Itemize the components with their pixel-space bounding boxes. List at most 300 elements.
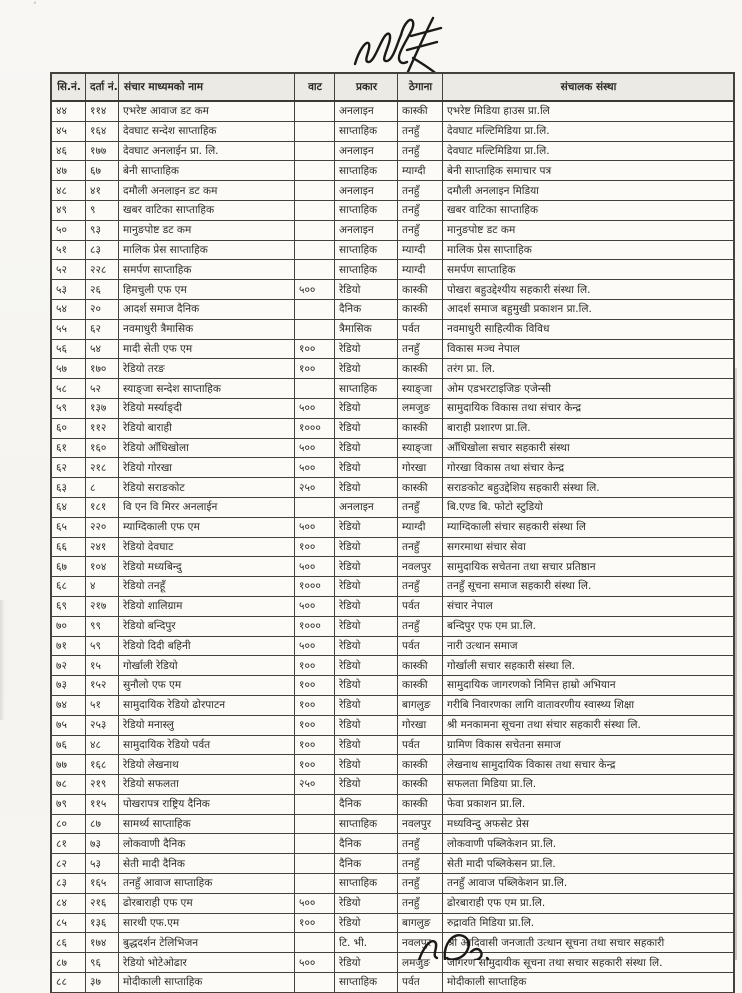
type-cell: दैनिक bbox=[335, 299, 398, 319]
registration-number-cell: १५ bbox=[86, 656, 119, 676]
table-row bbox=[52, 577, 734, 597]
type-cell: साप्ताहिक bbox=[335, 874, 398, 894]
media-name-cell: म्याग्दिकाली एफ एम bbox=[119, 517, 295, 537]
table-row bbox=[52, 299, 734, 319]
serial-number-cell: ४९ bbox=[52, 200, 86, 220]
address-cell: कास्की bbox=[398, 775, 443, 795]
registration-number-cell: ८३ bbox=[86, 240, 119, 260]
operator-organization-cell: ग्रामिण विकास सचेतना समाज bbox=[443, 735, 734, 755]
operator-organization-cell: तनहुँ सूचना समाज सहकारी संस्था लि. bbox=[443, 577, 734, 597]
header-media-name: संचार माध्यमको नाम bbox=[119, 74, 295, 102]
type-cell: रेडियो bbox=[335, 478, 398, 498]
table-row bbox=[52, 517, 734, 537]
registration-number-cell: ५२ bbox=[86, 379, 119, 399]
registration-number-cell: २२० bbox=[86, 517, 119, 537]
registration-number-cell: १६४ bbox=[86, 121, 119, 141]
media-name-cell: देवघाट सन्देश साप्ताहिक bbox=[119, 121, 295, 141]
serial-number-cell: ६० bbox=[52, 418, 86, 438]
registration-number-cell: ९६ bbox=[86, 953, 119, 973]
registration-number-cell: २६ bbox=[86, 280, 119, 300]
type-cell: रेडियो bbox=[335, 577, 398, 597]
operator-organization-cell: मोदीकाली साप्ताहिक bbox=[443, 973, 734, 993]
type-cell: साप्ताहिक bbox=[335, 121, 398, 141]
operator-organization-cell: बि.एण्ड बि. फोटो स्टुडियो bbox=[443, 497, 734, 517]
type-cell: रेडियो bbox=[335, 893, 398, 913]
operator-organization-cell: नारी उत्थान समाज bbox=[443, 636, 734, 656]
watt-cell: ५०० bbox=[295, 953, 335, 973]
serial-number-cell: ६६ bbox=[52, 537, 86, 557]
serial-number-cell: ६५ bbox=[52, 517, 86, 537]
registration-number-cell: २२८ bbox=[86, 260, 119, 280]
registration-number-cell: २१९ bbox=[86, 775, 119, 795]
table-row bbox=[52, 260, 734, 280]
watt-cell bbox=[295, 240, 335, 260]
table-row bbox=[52, 200, 734, 220]
operator-organization-cell: दमौली अनलाइन मिडिया bbox=[443, 181, 734, 201]
operator-organization-cell: बेनी साप्ताहिक समाचार पत्र bbox=[443, 161, 734, 181]
media-name-cell: रेडियो लेखनाथ bbox=[119, 755, 295, 775]
table-row bbox=[52, 735, 734, 755]
table-row bbox=[52, 379, 734, 399]
registration-number-cell: ११५ bbox=[86, 794, 119, 814]
address-cell: पर्वत bbox=[398, 973, 443, 993]
serial-number-cell: ५१ bbox=[52, 240, 86, 260]
table-row bbox=[52, 161, 734, 181]
table-row bbox=[52, 834, 734, 854]
media-name-cell: रेडियो तनहूँ bbox=[119, 577, 295, 597]
table-row bbox=[52, 596, 734, 616]
media-name-cell: रेडियो बन्दिपुर bbox=[119, 616, 295, 636]
table-row bbox=[52, 280, 734, 300]
watt-cell bbox=[295, 794, 335, 814]
type-cell: रेडियो bbox=[335, 280, 398, 300]
address-cell: म्याग्दी bbox=[398, 240, 443, 260]
watt-cell bbox=[295, 319, 335, 339]
address-cell: म्याग्दी bbox=[398, 260, 443, 280]
media-name-cell: मालिक प्रेस साप्ताहिक bbox=[119, 240, 295, 260]
type-cell: अनलाइन bbox=[335, 101, 398, 121]
address-cell: नवलपुर bbox=[398, 814, 443, 834]
serial-number-cell: ५७ bbox=[52, 359, 86, 379]
address-cell: लमजुङ bbox=[398, 953, 443, 973]
address-cell: गोरखा bbox=[398, 458, 443, 478]
watt-cell bbox=[295, 379, 335, 399]
media-name-cell: रेडियो देवघाट bbox=[119, 537, 295, 557]
type-cell: साप्ताहिक bbox=[335, 814, 398, 834]
serial-number-cell: ८६ bbox=[52, 933, 86, 953]
operator-organization-cell: तरंग प्रा. लि. bbox=[443, 359, 734, 379]
watt-cell bbox=[295, 161, 335, 181]
watt-cell: १०० bbox=[295, 755, 335, 775]
registration-number-cell: २१६ bbox=[86, 893, 119, 913]
watt-cell: ५०० bbox=[295, 636, 335, 656]
media-registry-table bbox=[51, 73, 734, 993]
media-name-cell: ढोरबाराही एफ एम bbox=[119, 893, 295, 913]
type-cell: रेडियो bbox=[335, 735, 398, 755]
address-cell: कास्की bbox=[398, 299, 443, 319]
address-cell: नवलपुर bbox=[398, 557, 443, 577]
watt-cell: ५०० bbox=[295, 458, 335, 478]
operator-organization-cell: सराङकोट बहुउद्देशिय सहकारी संस्था लि. bbox=[443, 478, 734, 498]
address-cell: पर्वत bbox=[398, 636, 443, 656]
table-row bbox=[52, 359, 734, 379]
table-row bbox=[52, 121, 734, 141]
serial-number-cell: ८७ bbox=[52, 953, 86, 973]
media-name-cell: बेनी साप्ताहिक bbox=[119, 161, 295, 181]
media-name-cell: रेडियो गोरखा bbox=[119, 458, 295, 478]
watt-cell: १००० bbox=[295, 616, 335, 636]
media-name-cell: रेडियो मध्यबिन्दु bbox=[119, 557, 295, 577]
watt-cell bbox=[295, 181, 335, 201]
media-name-cell: सेती मादी दैनिक bbox=[119, 854, 295, 874]
media-name-cell: खबर वाटिका साप्ताहिक bbox=[119, 200, 295, 220]
watt-cell: १००० bbox=[295, 418, 335, 438]
media-name-cell: दमौली अनलाइन डट कम bbox=[119, 181, 295, 201]
operator-organization-cell: श्री मनकामना सूचना तथा संचार सहकारी संस्था लि. bbox=[443, 715, 734, 735]
type-cell: साप्ताहिक bbox=[335, 379, 398, 399]
address-cell: बागलुङ bbox=[398, 913, 443, 933]
address-cell: तनहुँ bbox=[398, 616, 443, 636]
operator-organization-cell: लोकवाणी पब्लिकेशन प्रा.लि. bbox=[443, 834, 734, 854]
type-cell: अनलाइन bbox=[335, 220, 398, 240]
registration-number-cell: २५३ bbox=[86, 715, 119, 735]
address-cell: कास्की bbox=[398, 794, 443, 814]
registration-number-cell: ९३ bbox=[86, 220, 119, 240]
serial-number-cell: ४८ bbox=[52, 181, 86, 201]
serial-number-cell: ७६ bbox=[52, 735, 86, 755]
operator-organization-cell: बाराही प्रशारण प्रा.लि. bbox=[443, 418, 734, 438]
serial-number-cell: ६३ bbox=[52, 478, 86, 498]
watt-cell bbox=[295, 220, 335, 240]
type-cell: रेडियो bbox=[335, 537, 398, 557]
registration-number-cell: १०४ bbox=[86, 557, 119, 577]
type-cell: रेडियो bbox=[335, 715, 398, 735]
operator-organization-cell: बन्दिपुर एफ एम प्रा.लि. bbox=[443, 616, 734, 636]
type-cell: साप्ताहिक bbox=[335, 260, 398, 280]
operator-organization-cell: सामुदायिक विकास तथा संचार केन्द्र bbox=[443, 398, 734, 418]
serial-number-cell: ६८ bbox=[52, 577, 86, 597]
type-cell: रेडियो bbox=[335, 695, 398, 715]
type-cell: साप्ताहिक bbox=[335, 240, 398, 260]
operator-organization-cell: लेखनाथ सामुदायिक विकास तथा सचार केन्द्र bbox=[443, 755, 734, 775]
media-name-cell: देवघाट अनलाईन प्रा. लि. bbox=[119, 141, 295, 161]
registration-number-cell: ४ bbox=[86, 577, 119, 597]
watt-cell bbox=[295, 299, 335, 319]
registration-number-cell: ५४ bbox=[86, 339, 119, 359]
table-row bbox=[52, 537, 734, 557]
address-cell: तनहुँ bbox=[398, 220, 443, 240]
media-name-cell: वि एन वि मिरर अनलाईन bbox=[119, 497, 295, 517]
operator-organization-cell: मध्यविन्दु अफसेट प्रेस bbox=[443, 814, 734, 834]
address-cell: स्याङ्जा bbox=[398, 379, 443, 399]
serial-number-cell: ५० bbox=[52, 220, 86, 240]
watt-cell bbox=[295, 854, 335, 874]
watt-cell: १०० bbox=[295, 339, 335, 359]
address-cell: कास्की bbox=[398, 280, 443, 300]
operator-organization-cell: गोर्खाली सचार सहकारी संस्था लि. bbox=[443, 656, 734, 676]
serial-number-cell: ८१ bbox=[52, 834, 86, 854]
media-name-cell: रेडियो आँधिखोला bbox=[119, 438, 295, 458]
serial-number-cell: ६७ bbox=[52, 557, 86, 577]
table-row bbox=[52, 141, 734, 161]
registration-number-cell: १८१ bbox=[86, 497, 119, 517]
header-serial-number: सि.नं. bbox=[52, 74, 86, 102]
registration-number-cell: १६५ bbox=[86, 874, 119, 894]
serial-number-cell: ८२ bbox=[52, 854, 86, 874]
serial-number-cell: ७० bbox=[52, 616, 86, 636]
watt-cell bbox=[295, 141, 335, 161]
watt-cell bbox=[295, 497, 335, 517]
table-row bbox=[52, 240, 734, 260]
serial-number-cell: ४४ bbox=[52, 101, 86, 121]
operator-organization-cell: देवघाट मल्टिमिडिया प्रा.लि. bbox=[443, 141, 734, 161]
type-cell: रेडियो bbox=[335, 517, 398, 537]
type-cell: रेडियो bbox=[335, 913, 398, 933]
type-cell: दैनिक bbox=[335, 854, 398, 874]
operator-organization-cell: खबर वाटिका साप्ताहिक bbox=[443, 200, 734, 220]
operator-organization-cell: मानुङपोष्ट डट कम bbox=[443, 220, 734, 240]
media-name-cell: हिमचुली एफ एम bbox=[119, 280, 295, 300]
serial-number-cell: ५९ bbox=[52, 398, 86, 418]
address-cell: गोरखा bbox=[398, 715, 443, 735]
type-cell: रेडियो bbox=[335, 616, 398, 636]
address-cell: पर्वत bbox=[398, 596, 443, 616]
watt-cell: १०० bbox=[295, 715, 335, 735]
media-name-cell: रेडियो सफलता bbox=[119, 775, 295, 795]
registration-number-cell: ४१ bbox=[86, 181, 119, 201]
media-name-cell: सारथी एफ.एम bbox=[119, 913, 295, 933]
media-name-cell: सामुदायिक रेडियो ढोरपाटन bbox=[119, 695, 295, 715]
registration-number-cell: ३७ bbox=[86, 973, 119, 993]
handwritten-signature-icon bbox=[345, 6, 470, 78]
type-cell: दैनिक bbox=[335, 834, 398, 854]
serial-number-cell: ५२ bbox=[52, 260, 86, 280]
type-cell: साप्ताहिक bbox=[335, 973, 398, 993]
table-row bbox=[52, 656, 734, 676]
type-cell: टि. भी. bbox=[335, 933, 398, 953]
media-name-cell: रेडियो शालिग्राम bbox=[119, 596, 295, 616]
watt-cell: ५०० bbox=[295, 596, 335, 616]
operator-organization-cell: आँधिखोला सचार सहकारी संस्था bbox=[443, 438, 734, 458]
media-name-cell: समर्पण साप्ताहिक bbox=[119, 260, 295, 280]
table-row bbox=[52, 557, 734, 577]
registration-number-cell: २० bbox=[86, 299, 119, 319]
registration-number-cell: २१८ bbox=[86, 458, 119, 478]
table-row bbox=[52, 814, 734, 834]
serial-number-cell: ४५ bbox=[52, 121, 86, 141]
operator-organization-cell: रुद्रावति मिडिया प्रा.लि. bbox=[443, 913, 734, 933]
serial-number-cell: ८८ bbox=[52, 973, 86, 993]
operator-organization-cell: समर्पण साप्ताहिक bbox=[443, 260, 734, 280]
table-header-row bbox=[52, 74, 734, 102]
table-row bbox=[52, 616, 734, 636]
type-cell: रेडियो bbox=[335, 418, 398, 438]
type-cell: रेडियो bbox=[335, 339, 398, 359]
type-cell: अनलाइन bbox=[335, 181, 398, 201]
serial-number-cell: ७३ bbox=[52, 676, 86, 696]
registration-number-cell: १६० bbox=[86, 438, 119, 458]
registration-number-cell: १५२ bbox=[86, 676, 119, 696]
handwritten-signature-partial-icon bbox=[415, 930, 525, 960]
address-cell: कास्की bbox=[398, 755, 443, 775]
operator-organization-cell: सामुदायिक सचेतना तथा सचार प्रतिष्ठान bbox=[443, 557, 734, 577]
operator-organization-cell: मालिक प्रेस साप्ताहिक bbox=[443, 240, 734, 260]
media-name-cell: एभरेष्ट आवाज डट कम bbox=[119, 101, 295, 121]
operator-organization-cell: सगरमाथा संचार सेवा bbox=[443, 537, 734, 557]
address-cell: तनहुँ bbox=[398, 200, 443, 220]
media-name-cell: मोदीकाली साप्ताहिक bbox=[119, 973, 295, 993]
watt-cell: ५०० bbox=[295, 280, 335, 300]
serial-number-cell: ४७ bbox=[52, 161, 86, 181]
table-row bbox=[52, 339, 734, 359]
table-row bbox=[52, 854, 734, 874]
table-row bbox=[52, 398, 734, 418]
media-name-cell: बुद्धदर्शन टेलिभिजन bbox=[119, 933, 295, 953]
media-name-cell: स्याङ्जा सन्देश साप्ताहिक bbox=[119, 379, 295, 399]
type-cell: साप्ताहिक bbox=[335, 161, 398, 181]
operator-organization-cell: विकास मञ्च नेपाल bbox=[443, 339, 734, 359]
type-cell: रेडियो bbox=[335, 458, 398, 478]
media-name-cell: रेडियो मनास्लु bbox=[119, 715, 295, 735]
serial-number-cell: ७९ bbox=[52, 794, 86, 814]
table-row bbox=[52, 418, 734, 438]
registration-number-cell: ६२ bbox=[86, 319, 119, 339]
address-cell: कास्की bbox=[398, 359, 443, 379]
address-cell: बागलुङ bbox=[398, 695, 443, 715]
serial-number-cell: ८४ bbox=[52, 893, 86, 913]
registration-number-cell: ५९ bbox=[86, 636, 119, 656]
table-row bbox=[52, 676, 734, 696]
serial-number-cell: ५३ bbox=[52, 280, 86, 300]
table-row bbox=[52, 893, 734, 913]
table-row bbox=[52, 953, 734, 973]
watt-cell: १०० bbox=[295, 537, 335, 557]
address-cell: म्याग्दी bbox=[398, 161, 443, 181]
watt-cell bbox=[295, 260, 335, 280]
watt-cell: २५० bbox=[295, 775, 335, 795]
watt-cell: १००० bbox=[295, 577, 335, 597]
watt-cell: १०० bbox=[295, 913, 335, 933]
scan-page-edge-line bbox=[735, 368, 737, 960]
registration-number-cell: ४८ bbox=[86, 735, 119, 755]
table-row bbox=[52, 497, 734, 517]
watt-cell bbox=[295, 101, 335, 121]
type-cell: दैनिक bbox=[335, 794, 398, 814]
registration-number-cell: ११२ bbox=[86, 418, 119, 438]
serial-number-cell: ८० bbox=[52, 814, 86, 834]
address-cell: कास्की bbox=[398, 101, 443, 121]
header-operator-organization: संचालक संस्था bbox=[443, 74, 734, 102]
table-row bbox=[52, 775, 734, 795]
table-row bbox=[52, 458, 734, 478]
operator-organization-cell: पोखरा बहुउद्देश्यीय सहकारी संस्था लि. bbox=[443, 280, 734, 300]
address-cell: पर्वत bbox=[398, 735, 443, 755]
table-row bbox=[52, 478, 734, 498]
scan-edge-smudge bbox=[0, 600, 5, 720]
serial-number-cell: ७१ bbox=[52, 636, 86, 656]
registration-number-cell: ५३ bbox=[86, 854, 119, 874]
registration-number-cell: २१७ bbox=[86, 596, 119, 616]
media-name-cell: पोखरापत्र राष्ट्रिय दैनिक bbox=[119, 794, 295, 814]
registration-number-cell: ९ bbox=[86, 200, 119, 220]
header-watt: वाट bbox=[295, 74, 335, 102]
operator-organization-cell: सामुदायिक जागरणको निमित्त हाम्रो अभियान bbox=[443, 676, 734, 696]
media-name-cell: मादी सेती एफ एम bbox=[119, 339, 295, 359]
media-name-cell: सामुदायिक रेडियो पर्वत bbox=[119, 735, 295, 755]
media-name-cell: लोकवाणी दैनिक bbox=[119, 834, 295, 854]
operator-organization-cell: तनहुँ आवाज पब्लिकेशन प्रा.लि. bbox=[443, 874, 734, 894]
watt-cell bbox=[295, 121, 335, 141]
type-cell: त्रैमासिक bbox=[335, 319, 398, 339]
watt-cell: २५० bbox=[295, 478, 335, 498]
media-name-cell: मानुङपोष्ट डट कम bbox=[119, 220, 295, 240]
watt-cell: ५०० bbox=[295, 438, 335, 458]
type-cell: रेडियो bbox=[335, 438, 398, 458]
table-row bbox=[52, 319, 734, 339]
table-row bbox=[52, 913, 734, 933]
media-name-cell: सामर्थ्य साप्ताहिक bbox=[119, 814, 295, 834]
operator-organization-cell: गोरखा विकास तथा संचार केन्द्र bbox=[443, 458, 734, 478]
type-cell: अनलाइन bbox=[335, 497, 398, 517]
table-row bbox=[52, 755, 734, 775]
watt-cell: ५०० bbox=[295, 893, 335, 913]
table-row bbox=[52, 220, 734, 240]
registration-number-cell: ११४ bbox=[86, 101, 119, 121]
media-name-cell: रेडियो बाराही bbox=[119, 418, 295, 438]
address-cell: नवलपुर bbox=[398, 933, 443, 953]
type-cell: रेडियो bbox=[335, 775, 398, 795]
registration-number-cell: ६७ bbox=[86, 161, 119, 181]
address-cell: तनहुँ bbox=[398, 121, 443, 141]
media-name-cell: रेडियो भोटेओढार bbox=[119, 953, 295, 973]
media-name-cell: तनहुँ आवाज साप्ताहिक bbox=[119, 874, 295, 894]
serial-number-cell: ५६ bbox=[52, 339, 86, 359]
watt-cell: १०० bbox=[295, 676, 335, 696]
operator-organization-cell: आदर्श समाज बहुमुखी प्रकाशन प्रा.लि. bbox=[443, 299, 734, 319]
table-row bbox=[52, 874, 734, 894]
registration-number-cell: ७३ bbox=[86, 834, 119, 854]
watt-cell: १०० bbox=[295, 656, 335, 676]
address-cell: कास्की bbox=[398, 418, 443, 438]
table-row bbox=[52, 438, 734, 458]
media-table-body bbox=[52, 101, 734, 992]
type-cell: अनलाइन bbox=[335, 141, 398, 161]
operator-organization-cell: जागरण सामुदायीक सूचना तथा सचार सहकारी संस्था लि. bbox=[443, 953, 734, 973]
registration-number-cell: ८ bbox=[86, 478, 119, 498]
media-name-cell: आदर्श समाज दैनिक bbox=[119, 299, 295, 319]
watt-cell bbox=[295, 834, 335, 854]
address-cell: तनहुँ bbox=[398, 893, 443, 913]
watt-cell: ५०० bbox=[295, 398, 335, 418]
serial-number-cell: ७२ bbox=[52, 656, 86, 676]
address-cell: म्याग्दी bbox=[398, 517, 443, 537]
address-cell: तनहुँ bbox=[398, 854, 443, 874]
address-cell: तनहुँ bbox=[398, 339, 443, 359]
operator-organization-cell: देवघाट मल्टिमिडिया प्रा.लि. bbox=[443, 121, 734, 141]
address-cell: पर्वत bbox=[398, 319, 443, 339]
operator-organization-cell: नवमाधुरी साहित्यीक विविध bbox=[443, 319, 734, 339]
header-registration-number: दर्ता नं. bbox=[86, 74, 119, 102]
serial-number-cell: ५५ bbox=[52, 319, 86, 339]
serial-number-cell: ५४ bbox=[52, 299, 86, 319]
registration-number-cell: १७७ bbox=[86, 141, 119, 161]
address-cell: तनहुँ bbox=[398, 874, 443, 894]
serial-number-cell: ७७ bbox=[52, 755, 86, 775]
stray-scan-mark: ' bbox=[31, 0, 37, 12]
operator-organization-cell: ओम एडभरटाइजिङ एजेन्सी bbox=[443, 379, 734, 399]
table-row bbox=[52, 715, 734, 735]
serial-number-cell: ६१ bbox=[52, 438, 86, 458]
